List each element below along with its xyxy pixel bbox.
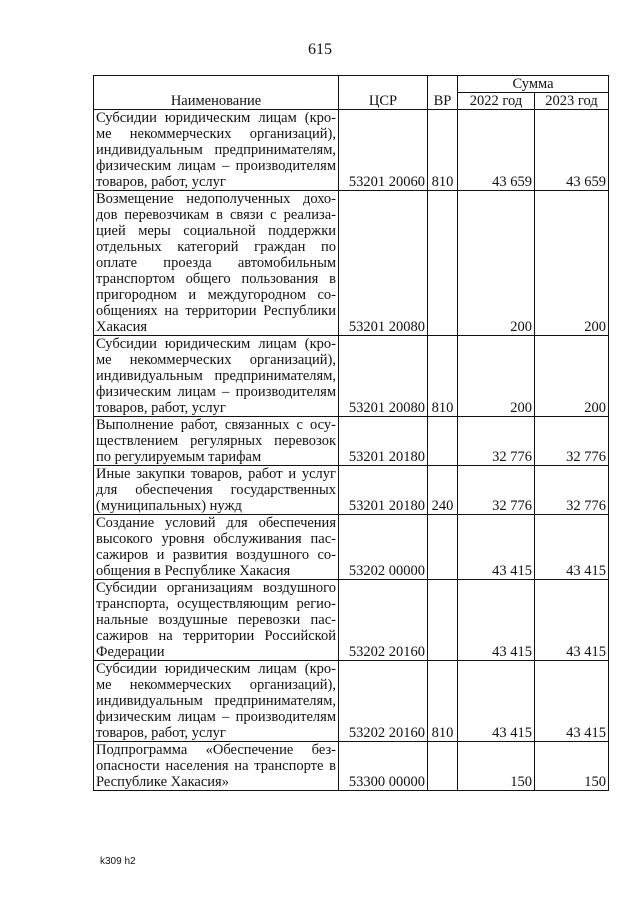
row-name-line: общения в Республике Хакасия (96, 563, 291, 579)
row-vr (428, 742, 458, 791)
row-name-line: товаров, работ, услуг (96, 400, 226, 416)
row-sum-2023: 43 659 (535, 110, 609, 191)
row-name-line: Выполнение работ, связанных с осу- (96, 417, 336, 433)
row-name-line: сажиров и развития воздушного со- (96, 547, 336, 563)
row-name-line: Федерации (96, 644, 165, 660)
row-csr: 53202 20160 (339, 580, 428, 661)
row-sum-2023: 43 415 (535, 661, 609, 742)
row-name-line: Субсидии юридическим лицам (кро- (96, 661, 336, 677)
row-sum-2022: 200 (458, 336, 535, 417)
row-sum-2023: 43 415 (535, 580, 609, 661)
row-name-line: отдельных категорий граждан по (96, 239, 336, 255)
row-csr: 53201 20180 (339, 466, 428, 515)
row-sum-2023: 43 415 (535, 515, 609, 580)
row-name-line: пригородном и междугородном со- (96, 287, 336, 303)
row-sum-2022: 200 (458, 191, 535, 336)
table-row (94, 336, 609, 417)
row-name-line: индивидуальным предпринимателям, (96, 142, 336, 158)
row-name-line: Субсидии юридическим лицам (кро- (96, 110, 336, 126)
page-number: 615 (308, 41, 332, 58)
row-csr: 53201 20180 (339, 417, 428, 466)
row-name-line: оплате проезда автомобильным (96, 255, 336, 271)
row-sum-2022: 43 415 (458, 515, 535, 580)
budget-table (93, 75, 609, 791)
table-row (94, 466, 609, 515)
row-sum-2023: 150 (535, 742, 609, 791)
row-sum-2022: 32 776 (458, 466, 535, 515)
row-vr: 810 (428, 110, 458, 191)
row-name-line: по регулируемым тарифам (96, 449, 262, 465)
table-row (94, 191, 609, 336)
row-name-line: дов перевозчикам в связи с реализа- (96, 207, 336, 223)
row-name-line: (муниципальных) нужд (96, 498, 242, 514)
row-sum-2022: 32 776 (458, 417, 535, 466)
row-sum-2022: 43 415 (458, 580, 535, 661)
row-csr: 53201 20060 (339, 110, 428, 191)
header-csr: ЦСР (339, 76, 428, 110)
row-csr: 53201 20080 (339, 191, 428, 336)
row-name-line: транспорта, осуществляющим регио- (96, 596, 336, 612)
row-vr: 810 (428, 336, 458, 417)
row-name-line: товаров, работ, услуг (96, 174, 226, 190)
row-name-line: ме некоммерческих организаций), (96, 352, 336, 368)
row-vr: 810 (428, 661, 458, 742)
table-body (94, 110, 609, 791)
row-name-line: физическим лицам – производителям (96, 709, 336, 725)
row-name-line: индивидуальным предпринимателям, (96, 368, 336, 384)
header-year-2022: 2022 год (458, 93, 535, 110)
row-name (94, 466, 339, 515)
row-name-line: Хакасия (96, 319, 148, 335)
row-sum-2022: 43 659 (458, 110, 535, 191)
table-row (94, 742, 609, 791)
row-name (94, 191, 339, 336)
table-row (94, 515, 609, 580)
row-sum-2022: 43 415 (458, 661, 535, 742)
row-name-line: физическим лицам – производителям (96, 158, 336, 174)
row-name (94, 417, 339, 466)
row-sum-2023: 32 776 (535, 417, 609, 466)
row-name-line: ме некоммерческих организаций), (96, 677, 336, 693)
row-vr (428, 417, 458, 466)
row-csr: 53202 20160 (339, 661, 428, 742)
table-row (94, 417, 609, 466)
header-year-2023: 2023 год (535, 93, 609, 110)
row-name-line: Субсидии организациям воздушного (96, 580, 336, 596)
row-name-line: Создание условий для обеспечения (96, 515, 336, 531)
row-name-line: ме некоммерческих организаций), (96, 126, 336, 142)
row-vr (428, 515, 458, 580)
row-csr: 53300 00000 (339, 742, 428, 791)
row-sum-2022: 150 (458, 742, 535, 791)
row-name-line: высокого уровня обслуживания пас- (96, 531, 336, 547)
row-name-line: Субсидии юридическим лицам (кро- (96, 336, 336, 352)
table-header (94, 76, 609, 110)
row-name (94, 661, 339, 742)
row-name-line: Республике Хакасия» (96, 774, 229, 790)
row-name-line: Подпрограмма «Обеспечение без- (96, 742, 336, 758)
row-name-line: товаров, работ, услуг (96, 725, 226, 741)
row-name-line: цией меры социальной поддержки (96, 223, 336, 239)
row-name (94, 742, 339, 791)
row-name-line: опасности населения на транспорте в (96, 758, 336, 774)
row-sum-2023: 32 776 (535, 466, 609, 515)
footer-code: k309 h2 (100, 856, 136, 867)
row-name (94, 515, 339, 580)
row-vr: 240 (428, 466, 458, 515)
row-csr: 53201 20080 (339, 336, 428, 417)
row-name (94, 580, 339, 661)
row-vr (428, 191, 458, 336)
table-row (94, 110, 609, 191)
header-vr: ВР (428, 76, 458, 110)
row-name-line: общениях на территории Республики (96, 303, 336, 319)
row-csr: 53202 00000 (339, 515, 428, 580)
row-vr (428, 580, 458, 661)
row-sum-2023: 200 (535, 336, 609, 417)
header-sum: Сумма (458, 76, 609, 93)
row-name-line: Возмещение недополученных дохо- (96, 191, 336, 207)
row-name (94, 336, 339, 417)
header-name: Наименование (94, 76, 339, 110)
row-name-line: индивидуальным предпринимателям, (96, 693, 336, 709)
row-sum-2023: 200 (535, 191, 609, 336)
row-name (94, 110, 339, 191)
row-name-line: транспортом общего пользования в (96, 271, 336, 287)
table-row (94, 661, 609, 742)
table-row (94, 580, 609, 661)
row-name-line: Иные закупки товаров, работ и услуг (96, 466, 336, 482)
row-name-line: ществлением регулярных перевозок (96, 433, 336, 449)
row-name-line: сажиров на территории Российской (96, 628, 336, 644)
row-name-line: для обеспечения государственных (96, 482, 336, 498)
row-name-line: нальные воздушные перевозки пас- (96, 612, 336, 628)
row-name-line: физическим лицам – производителям (96, 384, 336, 400)
